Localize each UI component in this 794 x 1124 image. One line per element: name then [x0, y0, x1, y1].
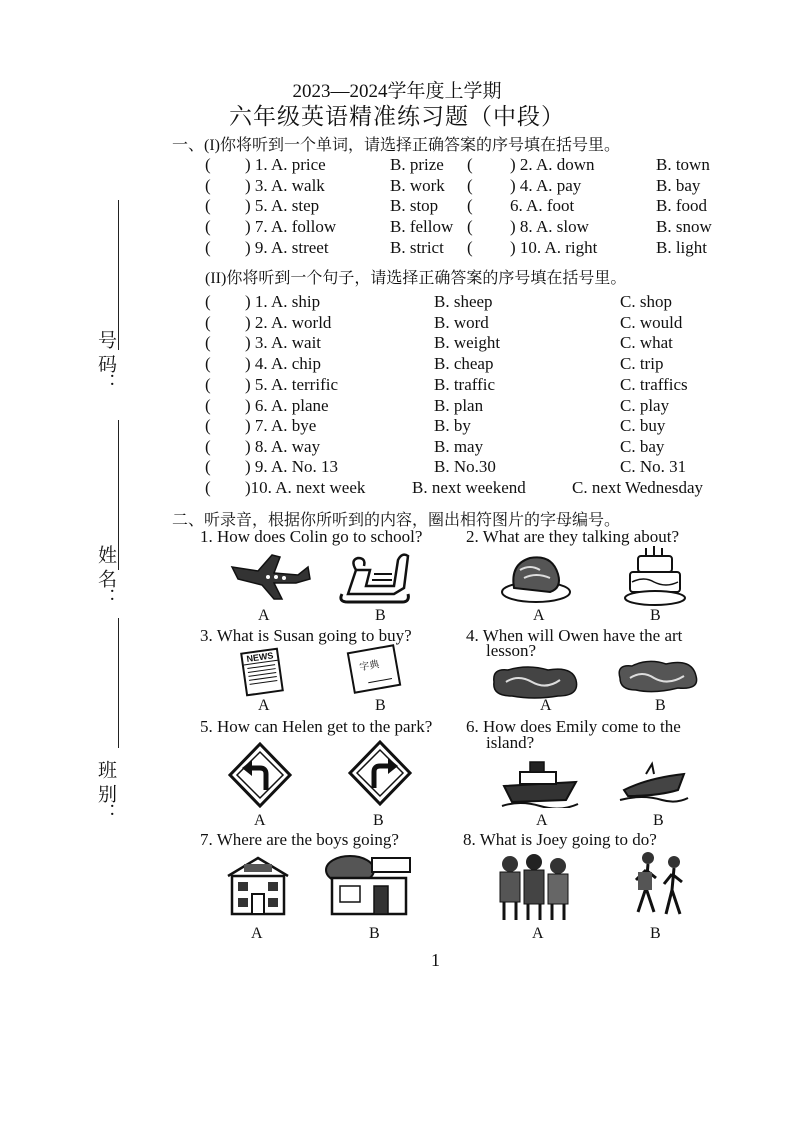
answer-bracket[interactable]: (: [205, 457, 211, 476]
name-label: 姓 名：: [95, 545, 116, 607]
walking-people-picture[interactable]: [630, 850, 692, 922]
sentence-option-a: ) 7. A. bye: [245, 416, 317, 435]
number-label: 号 码：: [95, 330, 116, 392]
word-option-b-right: B. bay: [656, 176, 701, 195]
question-3: 3. What is Susan going to buy?: [200, 626, 412, 645]
word-option-a-right: ) 4. A. pay: [510, 176, 582, 195]
answer-bracket-right[interactable]: (: [467, 176, 473, 195]
sentence-option-c: C. shop: [620, 292, 672, 311]
answer-bracket[interactable]: (: [205, 396, 211, 415]
word-option-a-right: ) 2. A. down: [510, 155, 595, 174]
answer-bracket[interactable]: (: [205, 437, 211, 456]
question-5: 5. How can Helen get to the park?: [200, 717, 433, 736]
sentence-option-b: B. next weekend: [412, 478, 526, 497]
sentence-option-b: B. word: [434, 313, 489, 332]
answer-bracket[interactable]: (: [205, 313, 211, 332]
speedboat-picture[interactable]: [618, 760, 690, 804]
sentence-option-b: B. traffic: [434, 375, 496, 394]
answer-bracket-right[interactable]: (: [467, 155, 473, 174]
answer-bracket[interactable]: (: [205, 375, 211, 394]
section1-instruction: 一、(I)你将听到一个单词，请选择正确答案的序号填在括号里。: [172, 137, 620, 154]
ship-picture[interactable]: [500, 756, 580, 808]
sentence-option-b: B. cheap: [434, 354, 494, 373]
answer-bracket-left[interactable]: (: [205, 238, 211, 257]
answer-bracket[interactable]: (: [205, 333, 211, 352]
answer-bracket-left[interactable]: (: [205, 196, 211, 215]
q1-option-b: B: [375, 607, 386, 624]
calendar-word-picture-b[interactable]: [614, 656, 700, 696]
q6-option-a: A: [536, 812, 548, 829]
answer-bracket-left[interactable]: (: [205, 217, 211, 236]
sentence-option-b: B. No.30: [434, 457, 496, 476]
q6-option-b: B: [653, 812, 664, 829]
answer-bracket-left[interactable]: (: [205, 176, 211, 195]
sentence-option-a: ) 9. A. No. 13: [245, 457, 339, 476]
question-1: 1. How does Colin go to school?: [200, 527, 423, 546]
turn-left-sign-picture[interactable]: [228, 742, 292, 808]
calendar-word-picture-a[interactable]: [488, 662, 580, 702]
sentence-option-c: C. would: [620, 313, 683, 332]
word-option-b-right: B. town: [656, 155, 710, 174]
sentence-option-a: ) 6. A. plane: [245, 396, 329, 415]
dictionary-picture[interactable]: [347, 644, 402, 694]
q7-option-b: B: [369, 925, 380, 942]
answer-bracket-left[interactable]: (: [205, 155, 211, 174]
question-6-line2: island?: [486, 733, 535, 752]
q3-option-b: B: [375, 697, 386, 714]
section2-instruction: (II)你将听到一个句子，请选择正确答案的序号填在括号里。: [205, 270, 627, 287]
answer-bracket-right[interactable]: (: [467, 238, 473, 257]
exam-title: 六年级英语精准练习题（中段）: [229, 104, 565, 129]
q7-option-a: A: [251, 925, 263, 942]
word-option-a-left: ) 3. A. walk: [245, 176, 325, 195]
word-option-a-left: ) 9. A. street: [245, 238, 329, 257]
answer-bracket-right[interactable]: (: [467, 217, 473, 236]
sentence-option-a: ) 5. A. terrific: [245, 375, 338, 394]
q5-option-a: A: [254, 812, 266, 829]
word-option-b-left: B. strict: [390, 238, 444, 257]
q2-option-b: B: [650, 607, 661, 624]
word-option-b-right: B. food: [656, 196, 707, 215]
newspaper-text: NEWS: [242, 650, 277, 666]
q5-option-b: B: [373, 812, 384, 829]
q1-option-a: A: [258, 607, 270, 624]
page-number: 1: [431, 950, 440, 970]
answer-bracket[interactable]: (: [205, 478, 211, 497]
part2-instruction: 二、听录音，根据你所听到的内容，圈出相符图片的字母编号。: [172, 512, 621, 529]
people-group-picture[interactable]: [494, 852, 574, 922]
sentence-option-c: C. traffics: [620, 375, 688, 394]
word-option-b-right: B. snow: [656, 217, 712, 236]
q4-option-b: B: [655, 697, 666, 714]
sentence-option-a: )10. A. next week: [245, 478, 366, 497]
answer-bracket[interactable]: (: [205, 354, 211, 373]
sentence-option-b: B. may: [434, 437, 484, 456]
sentence-option-c: C. trip: [620, 354, 664, 373]
sentence-option-c: C. buy: [620, 416, 666, 435]
sentence-option-a: ) 2. A. world: [245, 313, 332, 332]
airplane-picture[interactable]: [228, 545, 312, 601]
question-8: 8. What is Joey going to do?: [463, 830, 657, 849]
restaurant-picture[interactable]: [322, 852, 414, 918]
turn-right-sign-picture[interactable]: [348, 740, 412, 806]
word-option-a-left: ) 5. A. step: [245, 196, 320, 215]
question-7: 7. Where are the boys going?: [200, 830, 399, 849]
exam-year: 2023—2024学年度上学期: [292, 81, 502, 102]
word-option-b-left: B. stop: [390, 196, 439, 215]
word-option-a-right: ) 8. A. slow: [510, 217, 589, 236]
newspaper-picture[interactable]: [240, 648, 284, 697]
question-6: 6. How does Emily come to the: [466, 717, 681, 736]
sentence-option-a: ) 4. A. chip: [245, 354, 322, 373]
sentence-option-c: C. play: [620, 396, 670, 415]
sentence-option-b: B. sheep: [434, 292, 493, 311]
sled-picture[interactable]: [336, 548, 412, 606]
sentence-option-a: ) 3. A. wait: [245, 333, 322, 352]
answer-bracket[interactable]: (: [205, 292, 211, 311]
question-4-line2: lesson?: [486, 641, 537, 660]
sentence-option-c: C. next Wednesday: [572, 478, 703, 497]
question-2: 2. What are they talking about?: [466, 527, 680, 546]
q3-option-a: A: [258, 697, 270, 714]
birthday-cake-picture[interactable]: [624, 544, 686, 608]
word-option-b-left: B. work: [390, 176, 445, 195]
food-plate-picture[interactable]: [500, 548, 572, 606]
sentence-option-c: C. what: [620, 333, 673, 352]
word-option-a-left: ) 7. A. follow: [245, 217, 337, 236]
q8-option-a: A: [532, 925, 544, 942]
q2-option-a: A: [533, 607, 545, 624]
dictionary-text: 字典: [358, 659, 381, 674]
school-building-picture[interactable]: [224, 852, 292, 918]
class-blank-line: [118, 618, 119, 748]
q4-option-a: A: [540, 697, 552, 714]
word-option-b-left: B. prize: [390, 155, 444, 174]
answer-bracket-right[interactable]: (: [467, 196, 473, 215]
number-blank-line: [118, 200, 119, 350]
question-4: 4. When will Owen have the art: [466, 626, 683, 645]
answer-bracket[interactable]: (: [205, 416, 211, 435]
sentence-option-c: C. bay: [620, 437, 665, 456]
sentence-option-b: B. weight: [434, 333, 501, 352]
word-option-a-right: ) 10. A. right: [510, 238, 598, 257]
word-option-a-right: 6. A. foot: [510, 196, 575, 215]
sentence-option-c: C. No. 31: [620, 457, 687, 476]
sentence-option-b: B. plan: [434, 396, 484, 415]
sentence-option-a: ) 8. A. way: [245, 437, 321, 456]
sentence-option-a: ) 1. A. ship: [245, 292, 321, 311]
sentence-option-b: B. by: [434, 416, 471, 435]
q8-option-b: B: [650, 925, 661, 942]
word-option-b-right: B. light: [656, 238, 708, 257]
word-option-b-left: B. fellow: [390, 217, 454, 236]
class-label: 班 别：: [95, 760, 116, 822]
word-option-a-left: ) 1. A. price: [245, 155, 326, 174]
